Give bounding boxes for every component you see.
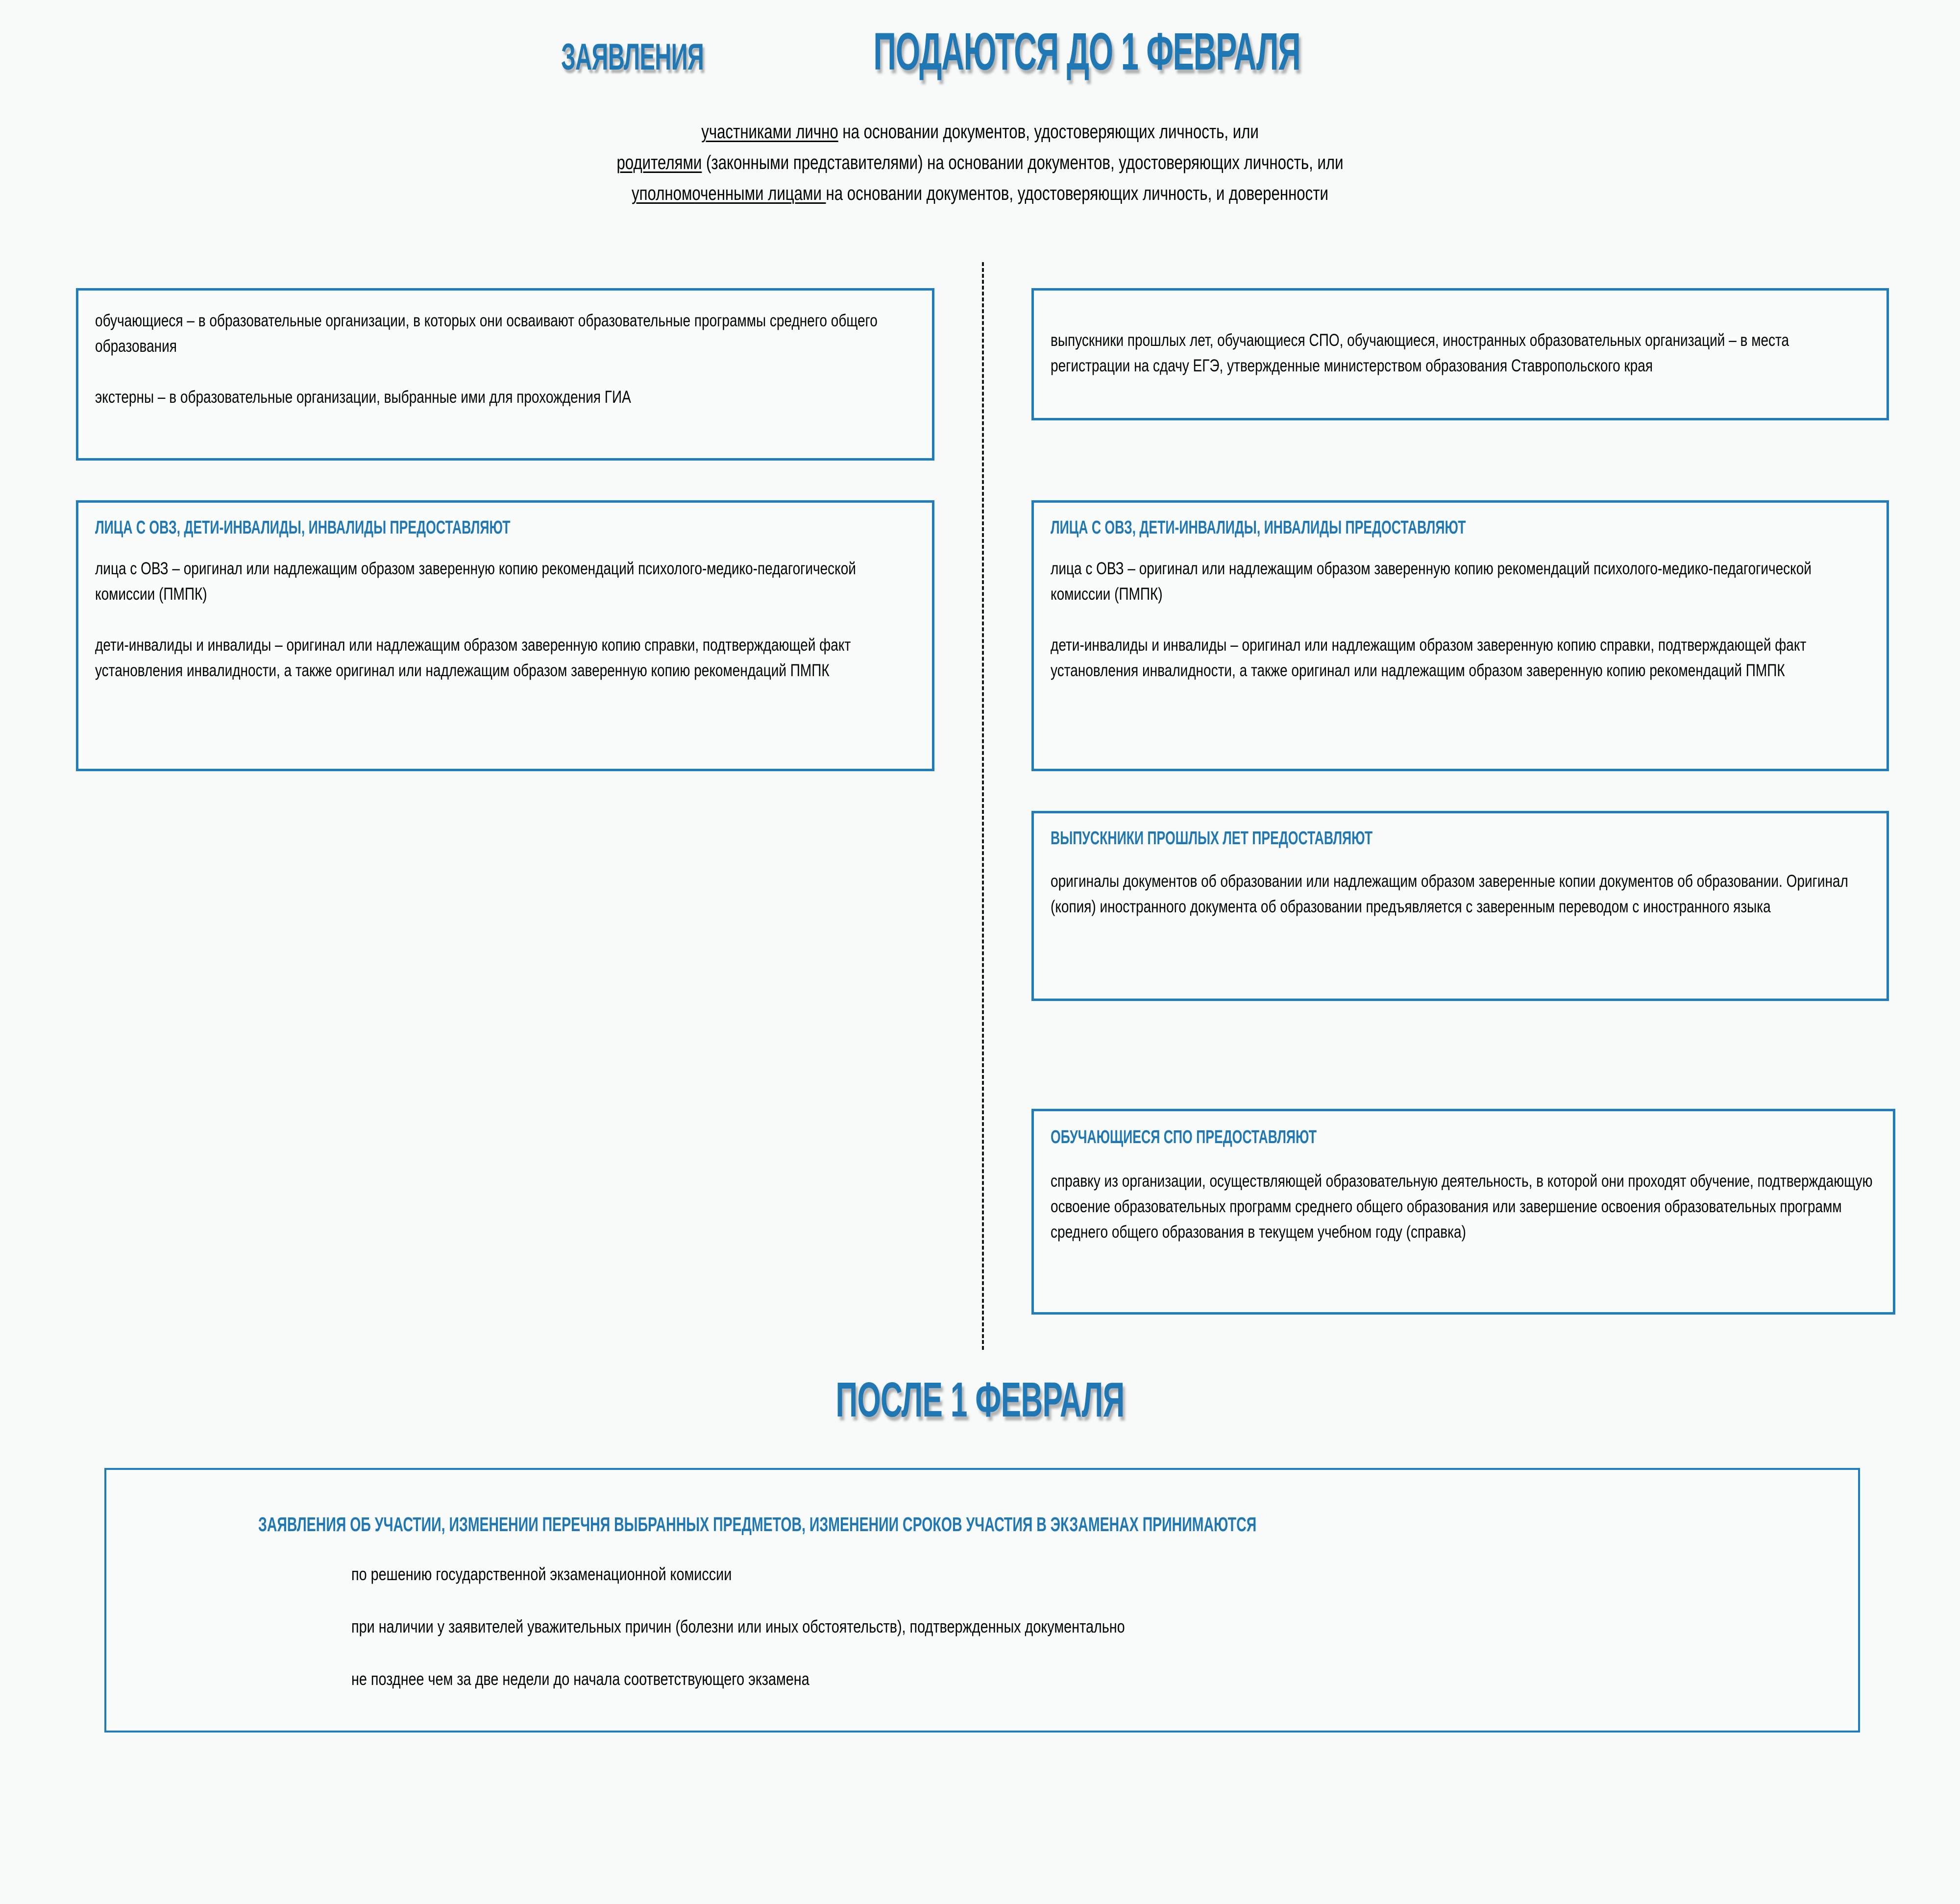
after-section-list-item: не позднее чем за две недели до начала соответствующего экзамена — [351, 1669, 809, 1689]
right-graduates-box — [1031, 811, 1889, 1001]
after-section-heading: ЗАЯВЛЕНИЯ ОБ УЧАСТИИ, ИЗМЕНЕНИИ ПЕРЕЧНЯ ВЫБРАННЫХ ПРЕДМЕТОВ, ИЗМЕНЕНИИ СРОКОВ УЧАСТИЯ В ЭКЗАМЕНАХ ПРИНИМАЮТСЯ — [258, 1513, 1257, 1536]
after-section-title-text: ПОСЛЕ 1 ФЕВРАЛЯ — [835, 1372, 1125, 1427]
subtitle-line-3 — [216, 178, 1744, 209]
after-section-list-item: по решению государственной экзаменационной комиссии — [351, 1564, 732, 1584]
left-ovz-heading: ЛИЦА С ОВЗ, ДЕТИ-ИНВАЛИДЫ, ИНВАЛИДЫ ПРЕДОСТАВЛЯЮТ — [95, 517, 511, 538]
right-spo-box — [1031, 1109, 1895, 1315]
left-recipients-paragraph-2: экстерны – в образовательные организации, выбранные ими для прохождения ГИА — [95, 388, 631, 407]
left-recipients-paragraph-1: обучающиеся – в образовательные организации, в которых они осваивают образовательные программы среднего общего образования — [95, 311, 878, 356]
subtitle-line-2 — [216, 147, 1744, 178]
right-spo-paragraph-1: справку из организации, осуществляющей образовательную деятельность, в которой они проходят обучение, подтверждающую освоение образовательных программ среднего общего образования или завершение освоения образовательных программ среднего общего образования в текущем учебном году (справка) — [1051, 1172, 1873, 1242]
page-title-main: ПОДАЮТСЯ ДО 1 ФЕВРАЛЯ — [873, 22, 1300, 81]
right-spo-heading: ОБУЧАЮЩИЕСЯ СПО ПРЕДОСТАВЛЯЮТ — [1051, 1127, 1317, 1147]
subtitle-line-2-emphasis: родителями — [616, 152, 702, 173]
right-graduates-heading: ВЫПУСКНИКИ ПРОШЛЫХ ЛЕТ ПРЕДОСТАВЛЯЮТ — [1051, 828, 1373, 849]
subtitle-line-1 — [216, 117, 1744, 147]
subtitle-line-3-rest: на основании документов, удостоверяющих личность, и доверенности — [826, 183, 1328, 204]
subtitle-line-1-emphasis: участниками лично — [701, 121, 838, 143]
right-recipients-box — [1031, 288, 1889, 420]
column-divider — [982, 262, 984, 1350]
right-ovz-box — [1031, 500, 1889, 771]
right-recipients-paragraph-1: выпускники прошлых лет, обучающиеся СПО, обучающиеся, иностранных образовательных организаций – в места регистрации на сдачу ЕГЭ, утвержденные министерством образования Ставропольского края — [1051, 331, 1789, 375]
subtitle-line-2-rest: (законными представителями) на основании документов, удостоверяющих личность, или — [702, 152, 1344, 173]
page-title — [0, 21, 1960, 82]
after-section-list-item: при наличии у заявителей уважительных причин (болезни или иных обстоятельств), подтвержденных документально — [351, 1616, 1125, 1636]
left-ovz-box — [76, 500, 934, 771]
left-recipients-box — [76, 288, 934, 461]
right-ovz-paragraph-2: дети-инвалиды и инвалиды – оригинал или надлежащим образом заверенную копию справки, подтверждающей факт установления инвалидности, а также оригинал или надлежащим образом заверенную копию рекомендаций ПМПК — [1051, 635, 1807, 680]
right-ovz-heading: ЛИЦА С ОВЗ, ДЕТИ-ИНВАЛИДЫ, ИНВАЛИДЫ ПРЕДОСТАВЛЯЮТ — [1051, 517, 1466, 538]
right-ovz-paragraph-1: лица с ОВЗ – оригинал или надлежащим образом заверенную копию рекомендаций психолого-медико-педагогической комиссии (ПМПК) — [1051, 559, 1812, 604]
after-section-title — [0, 1372, 1960, 1428]
subtitle-block — [0, 117, 1960, 209]
left-ovz-paragraph-1: лица с ОВЗ – оригинал или надлежащим образом заверенную копию рекомендаций психолого-медико-педагогической комиссии (ПМПК) — [95, 559, 856, 604]
subtitle-line-3-emphasis: уполномоченными лицами — [632, 183, 826, 204]
page-title-prefix: ЗАЯВЛЕНИЯ — [561, 36, 704, 78]
right-graduates-paragraph-1: оригиналы документов об образовании или надлежащим образом заверенные копии документов об образовании. Оригинал (копия) иностранного документа об образовании предъявляется с заверенным переводом с иностранного языка — [1051, 872, 1848, 916]
left-ovz-paragraph-2: дети-инвалиды и инвалиды – оригинал или надлежащим образом заверенную копию справки, подтверждающей факт установления инвалидности, а также оригинал или надлежащим образом заверенную копию рекомендаций ПМПК — [95, 635, 851, 680]
after-section-list — [351, 1563, 1318, 1720]
after-section-box — [104, 1468, 1860, 1733]
subtitle-line-1-rest: на основании документов, удостоверяющих личность, или — [838, 121, 1259, 143]
